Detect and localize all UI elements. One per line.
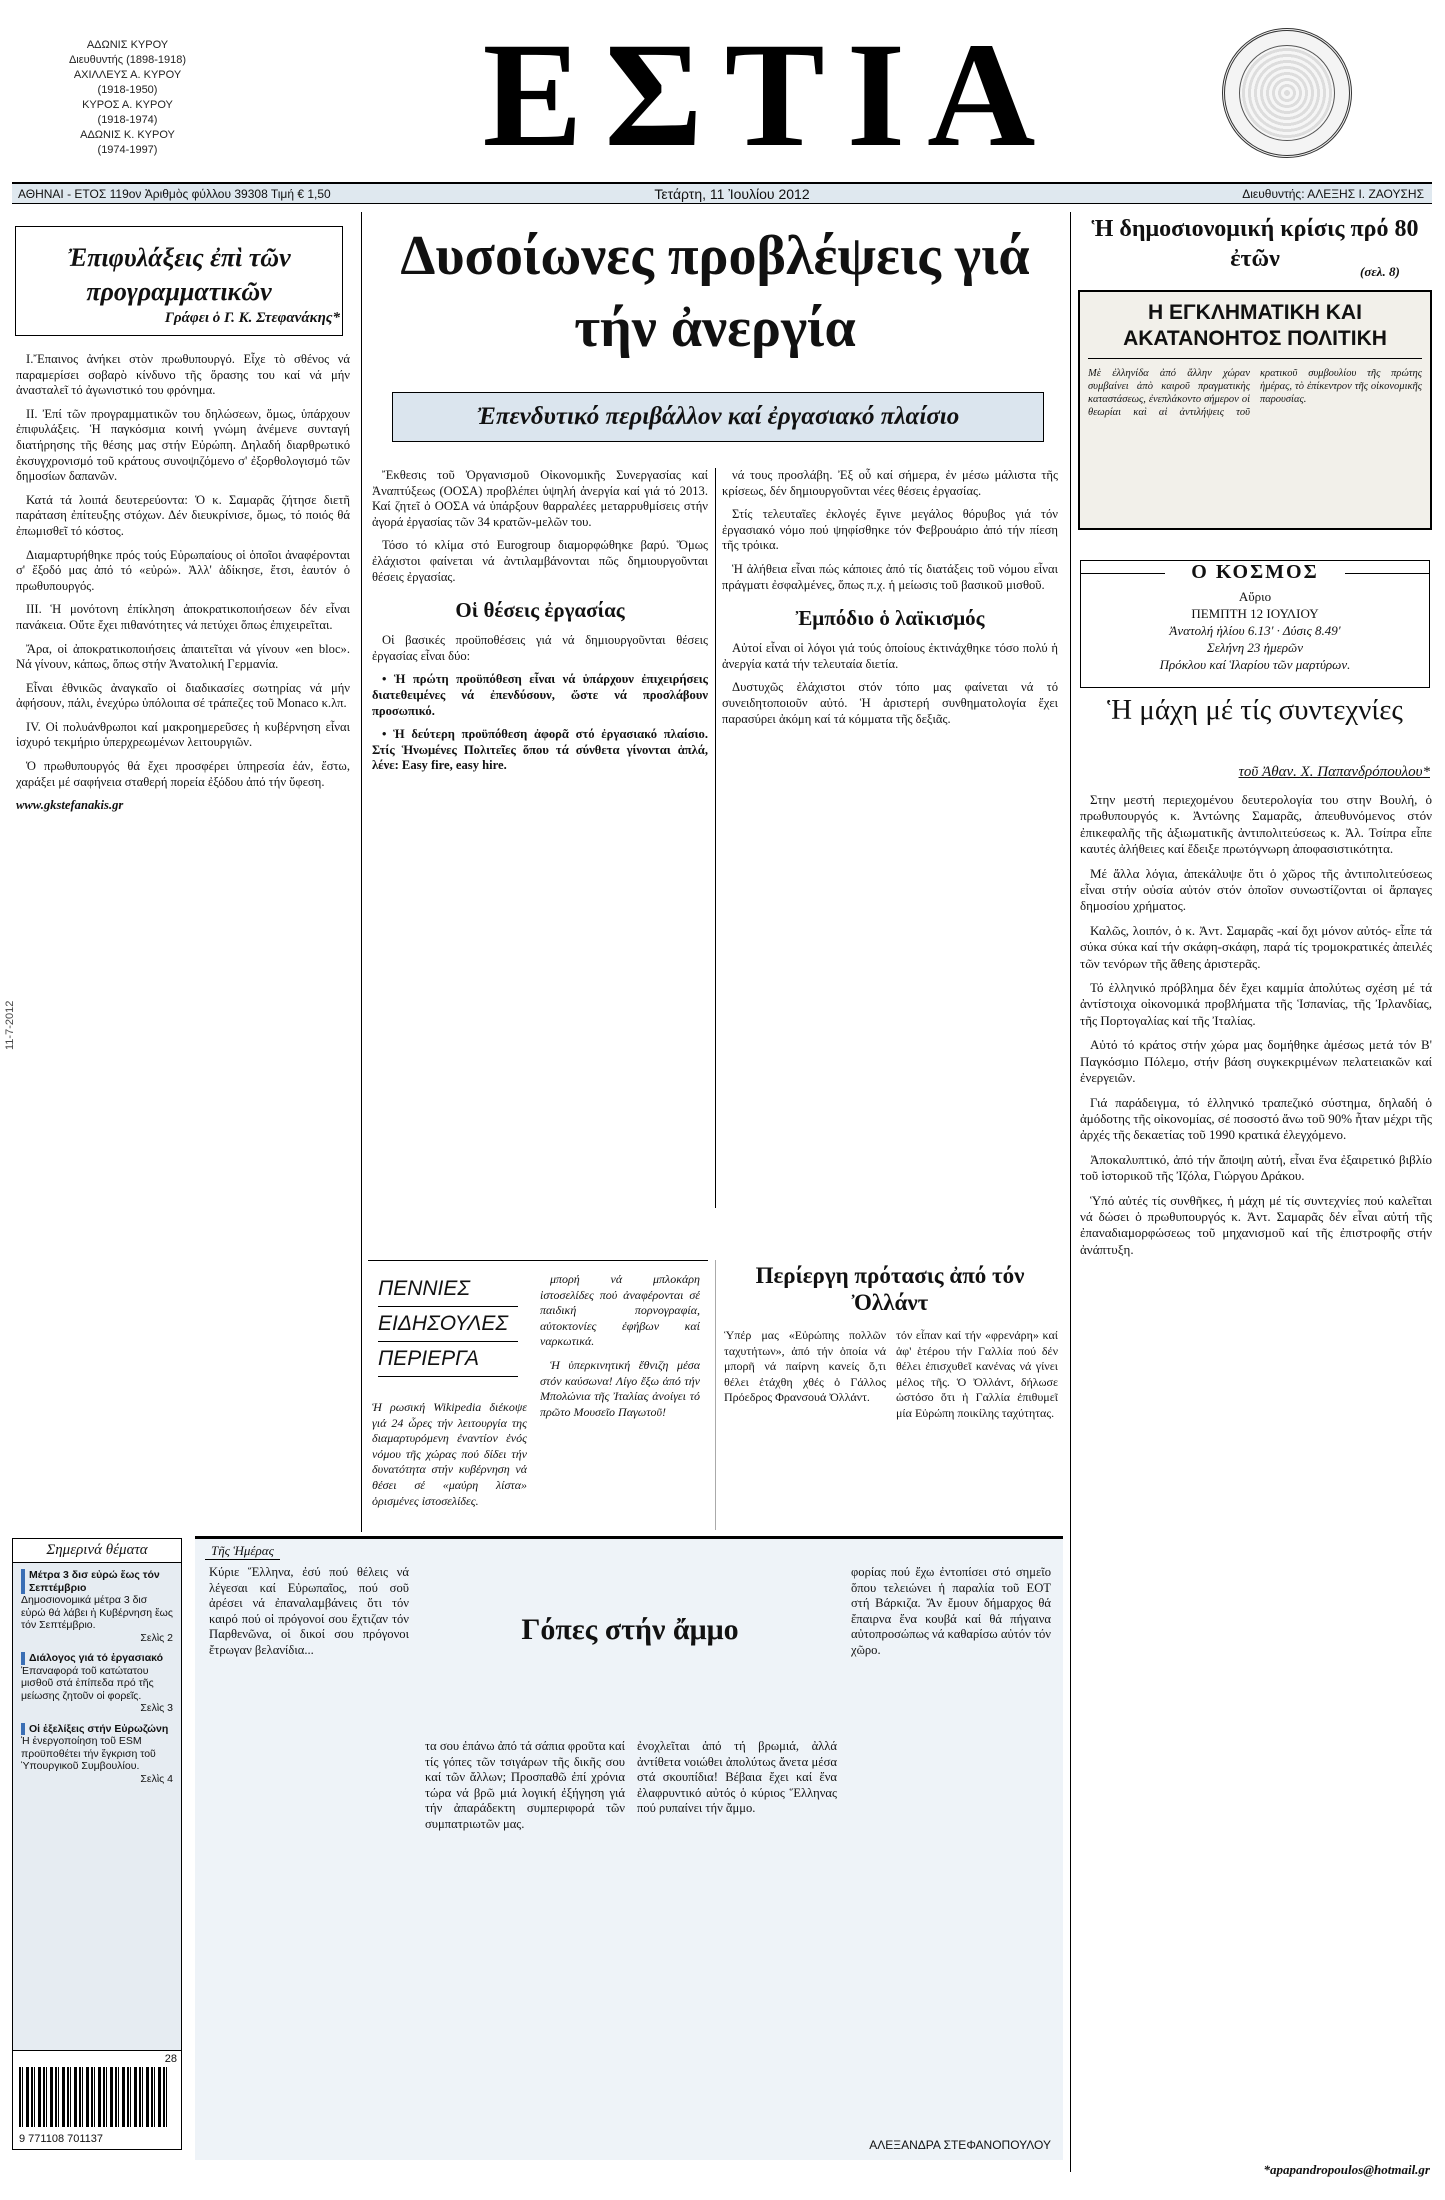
paragraph: Κατά τά λοιπά δευτερεύοντα: Ὁ κ. Σαμαρᾶς ζήτησε διετῆ παράταση ἐπίτευξης στόχων. Δέν διευκρίνισε, ὅμως, τό ποιός θά ἐπωμισθεῖ τό κόστος. [16,492,350,538]
paragraph: Αὐτό τό κράτος στήν χώρα μας δομήθηκε ἀμέσως μετά τόν Β' Παγκόσμιο Πόλεμο, στήν βάση συγκεκριμένων πελατειακῶν καί ἐνεργειῶν. [1080,1037,1432,1086]
barcode-number: 9 771108 701137 [19,2133,104,2145]
paragraph: Στην μεστή περιεχομένου δευτερολογία του στην Βουλή, ὁ πρωθυπουργός κ. Ἀντώνης Σαμαρᾶς, ἀπευθυνόμενος στόν ἐπικεφαλῆς τῆς ἀξιωματικῆς ἀντιπολιτεύσεως κ. Ἀλ. Τσίπρα εἶπε καυτές ἀλήθειες καί ἔδειξε πρωτόγνωρη ἀποφασιστικότητα. [1080,792,1432,857]
pennies-text-1: Ἡ ρωσική Wikipedia διέκοψε γιά 24 ὧρες τήν λειτουργία της διαμαρτυρόμενη ἐναντίον ἑνός νόμου τῆς χώρας πού δίδει τήν δυνατότητα στήν κυβέρνηση νά θέσει σέ «μαύρη λίστα» ὁρισμένες ἱστοσελίδες. [372,1400,527,1508]
hollande-title: Περίεργη πρότασις ἀπό τόν Ὀλλάντ [755,1263,1025,1315]
paragraph: Διαμαρτυρήθηκε πρός τούς Εὐρωπαίους οἱ ὁποῖοι ἀναφέρονται σ' ἔξοδό μας ἀπό τό «εὐρώ». Ἀλλ' ἀδίκησε, ἔτσι, ἑαυτόν ὁ πρωθυπουργός. [16,547,350,593]
paragraph: Γιά παράδειγμα, τό ἑλληνικό τραπεζικό σύστημα, δηλαδή ὁ ἀμόδοτης τῆς οἰκονομίας, σέ ποσοστό ἄνω τοῦ 90% ἦταν μέχρι τῆς ἀρχές τῆς δεκαετίας τοῦ 1990 κρατικά ἐλεγχόμενο. [1080,1094,1432,1143]
paragraph: Εἶναι ἐθνικῶς ἀναγκαῖο οἱ διαδικασίες σωτηρίας νά μήν ἀφήσουν, πάλι, ἐνεχύρω ὑπόλοιπα σέ τράπεζες τοῦ Monaco κ.λπ. [16,680,350,711]
founder-years: (1918-1950) [97,84,158,96]
hollande-column-1: Ὑπέρ μας «Εὐρώπης πολλῶν ταχυτήτων», ἀπό τήν ὁποία νά μπορῆ νά παίρνη κανείς ὅ,τι θέλει ἐτάχθη χθές ὁ Γάλλος Πρόεδρος Φρανσουά Ὀλλάντ. [724,1328,886,1405]
barcode-icon [19,2067,169,2127]
imera-column-b: τα σου ἐπάνω ἀπό τά σάπια φροῦτα καί τίς γόπες τῶν τσιγάρων τῆς δικῆς σου καί τῶν ἄλλων; Προσπαθῶ ἐπί χρόνια τώρα νά βρῶ μιά λογική ἐξήγηση γιά τήν ἀπαράδεκτη συμπεριφορά τῶν συμπατριωτῶν μας. [425,1739,625,1831]
paragraph: Καλῶς, λοιπόν, ὁ κ. Ἀντ. Σαμαρᾶς -καί ὄχι μόνον αὐτός- εἶπε τά σύκα σύκα καί τήν σκάφη-σκάφη, παρά τίς τρομοκρατικές ἀπειλές τῶν τενόρων τῆς ἄθεης ἀριστερᾶς. [1080,922,1432,971]
imera-column-a: Κύριε Ἕλληνα, ἐσύ πού θέλεις νά λέγεσαι καί Εὐρωπαῖος, πού σοῦ ἀρέσει νά ἐπαναλαμβάνεις ὅτι τόν καιρό πού οἱ πρόγονοί σου ἔχτιζαν τόν Παρθενῶνα, οἱ δικοί σου πρόγονοι ἔτρωγαν βελανίδια... [209,1565,409,1657]
director: Διευθυντής: ΑΛΕΞΗΣ Ι. ΖΑΟΥΣΗΣ [1242,187,1424,201]
barcode-box [12,2050,182,2150]
founder-years: (1974-1997) [97,144,158,156]
index-item-title: Μέτρα 3 δισ εὐρώ ἕως τόν Σεπτέμβριο [21,1569,173,1594]
kosmos-title: Ο ΚΟΣΜΟΣ [1165,561,1345,584]
paragraph: Ἡ ἀλήθεια εἶναι πώς κάποιες ἀπό τίς διατάξεις τοῦ νόμου εἶναι πράγματι ἐσφαλμένες, ὅπως π.χ. ἡ μείωσις τοῦ βασικοῦ μισθοῦ. [722,561,1058,592]
founder-years: (1918-1974) [97,114,158,126]
index-item[interactable] [21,1652,173,1715]
paragraph: Τό ἑλληνικό πρόβλημα δέν ἔχει καμμία ἀπολύτως σχέση μέ τά ἀντίστοιχα οἰκονομικά προβλήματα τῆς Ἱσπανίας, τῆς Ἰρλανδίας, τῆς Πορτογαλίας καί τῆς Ἰταλίας. [1080,980,1432,1028]
coin-seal-icon [1222,28,1352,158]
kosmos-line: Σελήνη 23 ἡμερῶν [1207,640,1303,655]
imera-section [195,1536,1063,2160]
index-item-title: Διάλογος γιά τό ἐργασιακό [21,1652,173,1665]
right-article-byline: τοῦ Ἀθαν. Χ. Παπανδρόπουλου* [1238,764,1430,780]
paragraph: Ὑπό αὐτές τίς συνθῆκες, ἡ μάχη μέ τίς συντεχνίες πού καλεῖται νά δώσει ὁ πρωθυπουργός κ. Ἀντ. Σαμαρᾶς δέν εἶναι αὐτή τῆς ἐπαναδιαμορφώσεως τοῦ μηχανισμοῦ καί τῆς ἐπιστροφῆς στήν ἀνάπτυξη. [1080,1192,1432,1257]
paragraph: Ἄρα, οἱ ἀποκρατικοποιήσεις ἀπαιτεῖται νά γίνουν «en bloc». Νά γίνουν, κάπως, ὅπως στήν Ἀνατολική Γερμανία. [16,641,350,672]
paragraph: Στίς τελευταῖες ἐκλογές ἔγινε μεγάλος θόρυβος γιά τόν ἐργασιακό νόμο πού ψηφίσθηκε τόν Φεβρουάριο ἀπό τήν πίεση τῆς τρόικα. [722,507,1058,553]
paragraph: Ἡ ὑπερκινητική ἔθνιζη μέσα στόν καύσωνα! Λίγο ἔξω ἀπό τήν Μπολώνια τῆς Ἰταλίας ἀνοίγει τό πρῶτο Μουσεῖο Παγωτοῦ! [540,1357,700,1419]
pennies-title [378,1272,518,1377]
left-byline: Γράφει ὁ Γ. Κ. Στεφανάκης* [90,310,340,327]
founder-name: ΑΔΩΝΙΣ ΚΥΡΟΥ [86,39,169,51]
lead-subheadline-box [392,392,1044,442]
lead-column-2 [722,468,1058,1208]
index-item-text: Ἡ ἐνεργοποίηση τοῦ ESM προϋποθέτει τήν ἔγκριση τοῦ Ὑπουργικοῦ Συμβουλίου. [21,1735,156,1772]
founder-name: ΑΔΩΝΙΣ Κ. ΚΥΡΟΥ [80,129,175,141]
paragraph: Δυστυχῶς ἐλάχιστοι στόν τόπο μας φαίνεται νά τό συνειδητοποιοῦν αὐτό. Ἡ ἀριστερή συνθηματολογία ἔχει παρασύρει ἀκόμη καί τά κόμματα τῆς δεξιᾶς. [722,680,1058,726]
paragraph: • Ἡ δεύτερη προϋπόθεση ἀφορᾶ στό ἐργασιακό πλαίσιο. Στίς Ἡνωμένες Πολιτεῖες ὅπου τά σύνθετα γίνονται ἁπλά, λένε: Easy fire, easy hire. [372,727,708,773]
founder-years: Διευθυντής (1898-1918) [68,54,187,66]
paragraph: Τόσο τό κλίμα στό Eurogroup διαμορφώθηκε βαρύ. Ὅμως ἐλάχιστοι φαίνεται νά ἀντιλαμβάνονται πῶς δημιουργοῦνται θέσεις ἐργασίας. [372,538,708,584]
paragraph: ΙΙ. Ἐπί τῶν προγραμματικῶν του δηλώσεων, ὅμως, ὑπάρχουν ἐπιφυλάξεις. Ἡ παγκόσμια κοινή γνώμη ἀνέμενε συνταγή διατήρησης τῆς θέσης μας στήν Εὐρώπη. Δηλαδή διαρθρωτικό ἐκσυγχρονισμό τοῦ κράτους συνοψιζόμενο σ' ἐξορθολογισμό τῶν δημοσίων δαπανῶν. [16,406,350,484]
pennies-title-line: ΠΕΡΙΕΡΓΑ [378,1342,518,1377]
index-item[interactable] [21,1569,173,1644]
index-box [12,1538,182,2138]
issue-info: ΑΘΗΝΑΙ - ΕΤΟΣ 119ον Ἀριθμὸς φύλλου 39308 Τιμή € 1,50 [18,187,331,201]
index-item-page: Σελὶς 4 [140,1772,173,1785]
paragraph: Ὁ πρωθυπουργός θά ἔχει προσφέρει ὑπηρεσία ἐάν, ἔστω, χαράξει μέ σαφήνεια σταθερή πορεία ἐξόδου ἀπό τήν ὕφεση. [16,759,350,789]
paragraph: νά τους προσλάβη. Ἐξ οὗ καί σήμερα, ἐν μέσω μάλιστα τῆς κρίσεως, δέν δημιουργοῦνται νέες θέσεις ἐργασίας. [722,468,1058,498]
newspaper-title: ΕΣΤΙΑ [482,12,1058,178]
index-item-text: Δημοσιονομικά μέτρα 3 δισ εὐρώ θά λάβει ἡ Κυβέρνηση ἕως τόν Σεπτέμβριο. [21,1594,173,1631]
paragraph: ΙΙΙ. Ἡ μονότονη ἐπίκληση ἀποκρατικοποιήσεων δέν εἶναι πανάκεια. Οὔτε ἔχει πιθανότητες νά πετύχει ὅπως ἐπιχειρεῖται. [16,602,350,632]
clipping-text: Μὲ ἐλληνίδα ἀπό ἄλλην χώραν συμβαίνει ἀπὸ καιροῦ πραγματικὴς καταστάσεως, ἐνεπλάκοντο σήμερον οἱ θεωρίαι καὶ αἱ ἀντιλήψεις τοῦ κρατικοῦ συμβουλίου τῆς πρώτης ἡμέρας, τὸ ἐπίκεντρον τῆς οἰκονομικῆς παρουσίας. [1088,368,1422,418]
imera-author: ΑΛΕΞΑΝΔΡΑ ΣΤΕΦΑΝΟΠΟΥΛΟΥ [869,2138,1051,2152]
right-article [1080,792,1432,2142]
paragraph: μπορή νά μπλοκάρη ἱστοσελίδες πού ἀναφέρονται σέ παιδική πορνογραφία, αὐτοκτονίες ἐφήβων καί ναρκωτικά. [540,1272,700,1349]
founder-name: ΚΥΡΟΣ Α. ΚΥΡΟΥ [82,99,173,111]
lead-section-title: Ἐμπόδιο ὁ λαϊκισμός [795,606,985,631]
kosmos-line: Πρόκλου καί Ἱλαρίου τῶν μαρτύρων. [1159,657,1351,672]
crisis-page-ref: (σελ. 8) [1360,264,1400,279]
author-email-link[interactable]: *apapandropoulos@hotmail.gr [1263,2162,1430,2177]
crisis-title: Ἡ δημοσιονομική κρίσις πρό 80 ἐτῶν [1091,216,1419,272]
index-item-page: Σελὶς 2 [140,1631,173,1644]
imera-column-d: φορίας πού ἔχω ἐντοπίσει στό σημεῖο ὅπου τελειώνει ἡ παραλία τοῦ ΕΟΤ στή Βάρκιζα. Ἄν ἔμουν δήμαρχος θά ἔπαιρνα ἕνα κουβά καί θά πήγαινα αὐτοπροσώπως νά καθαρίσω αὐτόν τόν χῶρο. [851,1565,1051,1657]
index-item[interactable] [21,1723,173,1786]
paragraph: Ἀποκαλυπτικό, ἀπό τήν ἄποψη αὐτή, εἶναι ἕνα ἐξαιρετικό βιβλίο τοῦ ἱστορικοῦ τῆς Ἰζόλα, Γιώργου Δράκου. [1080,1151,1432,1184]
imera-label: Τῆς Ἡμέρας [205,1543,280,1560]
imera-column-c: ἐνοχλεῖται ἀπό τή βρωμιά, ἀλλά ἀντίθετα νοιώθει ἀπολύτως ἄνετα μέσα στά σκουπίδια! Βέβαια ἔχει καί ἕνα ἐλαφρυντικό αὐτός ὁ κύριος Ἕλληνας πού ρυπαίνει τήν ἄμμο. [637,1739,837,1816]
founders-list [60,38,195,158]
kosmos-box [1080,560,1430,688]
paragraph: Αὐτοί εἶναι οἱ λόγοι γιά τούς ὁποίους ἐκτινάχθηκε τόσο πολύ ἡ ἀνεργία κατά τήν τελευταία διετία. [722,641,1058,671]
index-item-text: Ἐπαναφορά τοῦ κατώτατου μισθοῦ στά ἐπίπεδα πρό τῆς μείωσης ζητοῦν οἱ φορεῖς. [21,1664,154,1702]
index-item-title: Οἱ ἐξελίξεις στήν Εὐρωζώνη [21,1723,173,1736]
paragraph: Μέ ἄλλα λόγια, ἀπεκάλυψε ὅτι ὁ χῶρος τῆς ἀντιπολιτεύσεως εἶναι στήν οὐσία αὐτόν στόν ὁποῖον συνωστίζονται οἱ ἄρπαγες δημοσίου χρήματος. [1080,865,1432,914]
issue-date: Τετάρτη, 11 Ἰουλίου 2012 [654,186,810,202]
founder-name: ΑΧΙΛΛΕΥΣ Α. ΚΥΡΟΥ [73,69,182,81]
lead-subheadline: Ἐπενδυτικό περιβάλλον καί ἐργασιακό πλαίσιο [476,403,960,430]
paragraph: Οἱ βασικές προϋποθέσεις γιά νά δημιουργοῦνται θέσεις ἐργασίας εἶναι δύο: [372,633,708,663]
pennies-title-line: ΠΕΝΝΙΕΣ [378,1272,518,1307]
clipping-box [1078,290,1432,530]
lead-headline: Δυσοίωνες προβλέψεις γιά τήν ἀνεργία [400,225,1030,359]
pennies-title-line: ΕΙΔΗΣΟΥΛΕΣ [378,1307,518,1342]
author-website-link[interactable]: www.gkstefanakis.gr [16,798,124,813]
paragraph: Ἔκθεσις τοῦ Ὀργανισμοῦ Οἰκονομικῆς Συνεργασίας καί Ἀναπτύξεως (ΟΟΣΑ) προβλέπει ὑψηλή ἀνεργία καί γιά τό 2013. Καί ζητεῖ ὁ ΟΟΣΑ νά ὑπάρξουν θαρραλέες μεταρρυθμίσεις στήν ἀγορά ἐργασίας τῶν 34 κρατῶν-μελῶν του. [372,468,708,529]
index-item-page: Σελὶς 3 [140,1702,173,1714]
clipping-title: Η ΕΓΚΛΗΜΑΤΙΚΗ ΚΑΙ ΑΚΑΤΑΝΟΗΤΟΣ ΠΟΛΙΤΙΚΗ [1088,300,1422,359]
side-date: 11-7-2012 [4,1000,16,1050]
kosmos-line: Αὔριο [1238,589,1272,604]
kosmos-line: ΠΕΜΠΤΗ 12 ΙΟΥΛΙΟΥ [1191,606,1319,621]
kosmos-line: Ἀνατολή ἡλίου 6.13' · Δύσις 8.49' [1169,623,1341,638]
hollande-column-2: τόν εἶπαν καί τήν «φρενάρη» καί ἀφ' ἑτέρου τήν Γαλλία πού δέν θέλει ἐπισχυθεῖ κανένας νά γίνει μέλος τῆς. Ὁ Ὀλλάντ, δήλωσε ὡστόσο ὅτι ἡ Γαλλία ἐπιθυμεῖ μία Εὐρώπη ποικίλης ταχύτητας. [896,1328,1058,1420]
issue-info-bar [12,182,1432,204]
index-title: Σημερινά θέματα [13,1539,181,1563]
paragraph: Ι.Ἔπαινος ἀνήκει στὸν πρωθυπουργό. Εἶχε τὸ σθένος νά παραμερίσει σοβαρὸ κίνδυνο τῆς ὅρασης του καί νά μήν ἀνασταλεῖ τό ἀγωνιστικό του φρόνημα. [16,352,350,398]
lead-section-title: Οἱ θέσεις ἐργασίας [455,598,625,623]
imera-title: Γόπες στήν ἄμμο [521,1613,739,1646]
pennies-text-2 [540,1272,700,1525]
paragraph: IV. Οἱ πολυάνθρωποι καί μακροημερεῦσες ἡ κυβέρνηση εἶναι ἰσχυρό τεκμήριο ὑπερχρεωμένων λειτουργιῶν. [16,719,350,750]
paragraph: • Ἡ πρώτη προϋπόθεση εἶναι νά ὑπάρχουν ἐπιχειρήσεις διατεθειμένες νά ἐπενδύσουν, ὥστε νά προσλάβουν προσωπικό. [372,672,708,718]
right-article-title: Ἡ μάχη μέ τίς συντεχνίες [1107,694,1403,726]
issue-number: 28 [164,2053,177,2065]
left-rubric-title: Ἐπιφυλάξεις ἐπὶ τῶν προγραμματικῶν [67,243,291,306]
lead-column-1 [372,468,708,1208]
left-article [16,352,350,1527]
